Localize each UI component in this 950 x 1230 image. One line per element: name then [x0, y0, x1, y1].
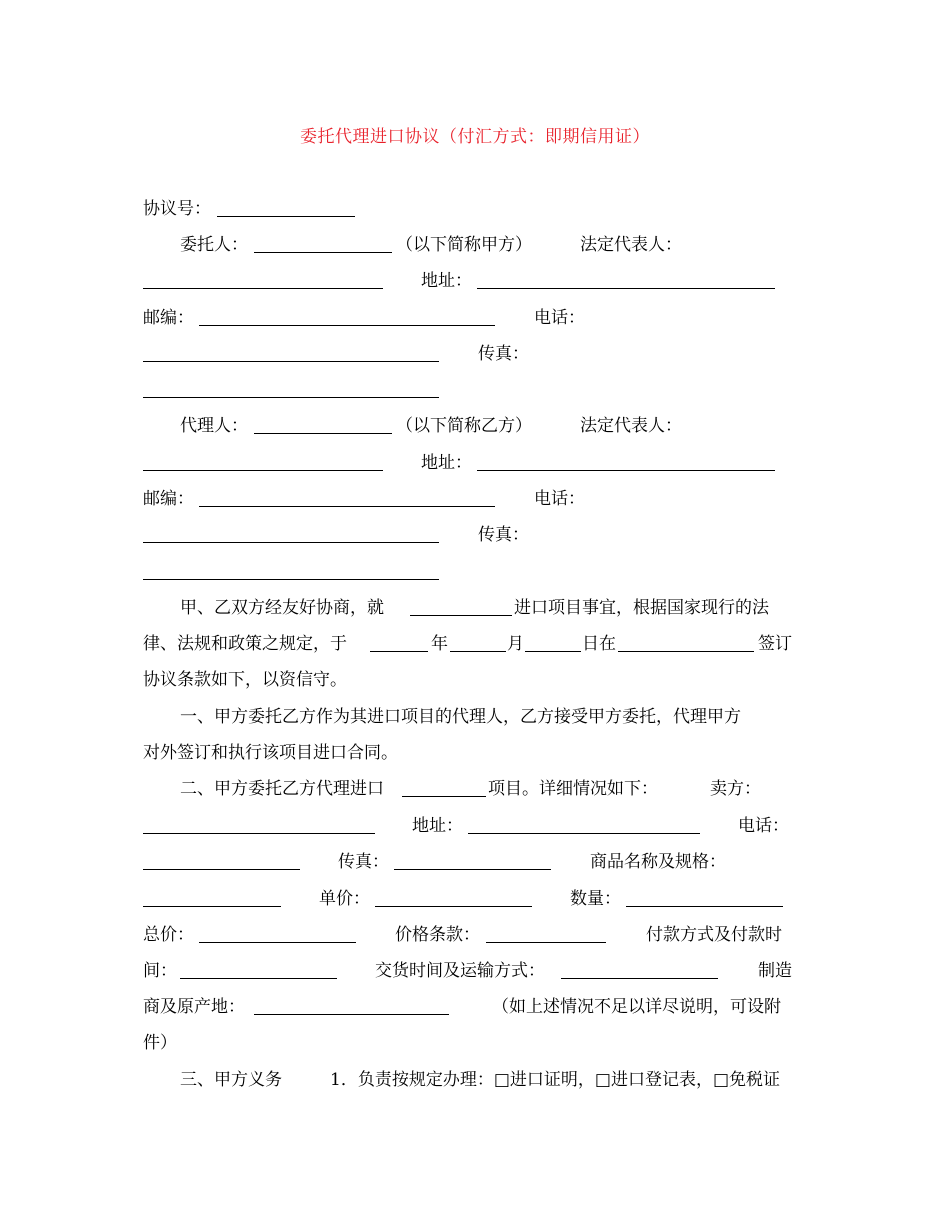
article2-delivery-blank[interactable] — [561, 978, 718, 979]
article2-total-blank[interactable] — [199, 942, 356, 943]
agent-legal-rep-label: 法定代表人： — [580, 416, 682, 436]
article2-note: （如上述情况不足以详尽说明，可设附 — [492, 997, 781, 1017]
intro-month-blank[interactable] — [450, 651, 506, 652]
intro-day-blank[interactable] — [525, 651, 581, 652]
agent-fax-blank[interactable] — [143, 579, 439, 580]
agent-abbr: （以下简称乙方） — [396, 416, 532, 436]
document-title: 委托代理进口协议（付汇方式：即期信用证） — [300, 127, 650, 147]
article2-unit-price-blank[interactable] — [375, 906, 532, 907]
agent-postcode-blank[interactable] — [199, 506, 495, 507]
article2-address-blank[interactable] — [468, 833, 700, 834]
agent-name-blank[interactable] — [254, 433, 392, 434]
agent-phone-label: 电话： — [534, 489, 585, 509]
article2-goods-blank[interactable] — [143, 906, 281, 907]
article2-quantity-label: 数量： — [570, 889, 621, 909]
client-address-label: 地址： — [421, 271, 472, 291]
client-postcode-blank[interactable] — [199, 325, 495, 326]
article2-note-2: 件） — [143, 1033, 177, 1053]
agent-legal-rep-blank[interactable] — [143, 470, 383, 471]
intro-year: 年 — [431, 634, 448, 654]
client-phone-label: 电话： — [534, 308, 585, 328]
article2-unit-price-label: 单价： — [319, 889, 370, 909]
article3-item1: 1．负责按规定办理：□进口证明，□进口登记表，□免税证 — [330, 1070, 781, 1090]
article2-line1a: 二、甲方委托乙方代理进口 — [180, 779, 384, 799]
intro-project-blank[interactable] — [410, 615, 512, 616]
article2-fax-blank[interactable] — [394, 869, 551, 870]
article2-seller-label: 卖方： — [710, 779, 761, 799]
agreement-no-label: 协议号： — [143, 199, 211, 219]
article2-total-label: 总价： — [143, 925, 194, 945]
client-address-blank[interactable] — [477, 288, 775, 289]
intro-line2a: 律、法规和政策之规定，于 — [143, 634, 347, 654]
article2-price-terms-blank[interactable] — [486, 942, 606, 943]
client-phone-blank[interactable] — [143, 361, 439, 362]
client-fax-label: 传真： — [478, 344, 529, 364]
agent-fax-label: 传真： — [478, 525, 529, 545]
article2-quantity-blank[interactable] — [626, 906, 783, 907]
client-abbr: （以下简称甲方） — [396, 235, 532, 255]
article2-line1b: 项目。详细情况如下： — [488, 779, 658, 799]
article2-project-blank[interactable] — [402, 796, 486, 797]
intro-sign: 签订 — [758, 634, 792, 654]
agent-label: 代理人： — [180, 416, 248, 436]
client-name-blank[interactable] — [254, 252, 392, 253]
client-legal-rep-blank[interactable] — [143, 288, 383, 289]
agent-address-label: 地址： — [421, 453, 472, 473]
client-legal-rep-label: 法定代表人： — [580, 235, 682, 255]
agent-phone-blank[interactable] — [143, 542, 439, 543]
article2-phone-label: 电话： — [738, 816, 789, 836]
intro-line3: 协议条款如下，以资信守。 — [143, 670, 347, 690]
article2-delivery-label: 交货时间及运输方式： — [375, 961, 545, 981]
agent-postcode-label: 邮编： — [143, 489, 194, 509]
article2-payment-blank[interactable] — [180, 978, 337, 979]
article2-phone-blank[interactable] — [143, 869, 300, 870]
article3-heading: 三、甲方义务 — [180, 1070, 282, 1090]
article2-fax-label: 传真： — [338, 852, 389, 872]
intro-line1b: 进口项目事宜，根据国家现行的法 — [514, 598, 769, 618]
client-label: 委托人： — [180, 235, 248, 255]
intro-month: 月 — [507, 634, 524, 654]
article2-payment-label-2: 间： — [143, 961, 177, 981]
intro-day: 日在 — [582, 634, 616, 654]
intro-line1a: 甲、乙双方经友好协商，就 — [180, 598, 384, 618]
article1-line1: 一、甲方委托乙方作为其进口项目的代理人，乙方接受甲方委托，代理甲方 — [180, 707, 741, 727]
article2-maker-blank[interactable] — [254, 1014, 449, 1015]
article2-maker-label-2: 商及原产地： — [143, 997, 245, 1017]
article2-seller-blank[interactable] — [143, 833, 375, 834]
article2-goods-label: 商品名称及规格： — [590, 852, 726, 872]
article2-price-terms-label: 价格条款： — [395, 925, 480, 945]
article2-payment-label: 付款方式及付款时 — [646, 925, 782, 945]
article2-maker-label: 制造 — [758, 961, 792, 981]
article2-address-label: 地址： — [412, 816, 463, 836]
client-postcode-label: 邮编： — [143, 308, 194, 328]
article1-line2: 对外签订和执行该项目进口合同。 — [143, 743, 398, 763]
client-fax-blank[interactable] — [143, 397, 439, 398]
agreement-no-blank[interactable] — [217, 216, 355, 217]
intro-year-blank[interactable] — [370, 651, 428, 652]
agent-address-blank[interactable] — [477, 470, 775, 471]
intro-place-blank[interactable] — [618, 651, 754, 652]
